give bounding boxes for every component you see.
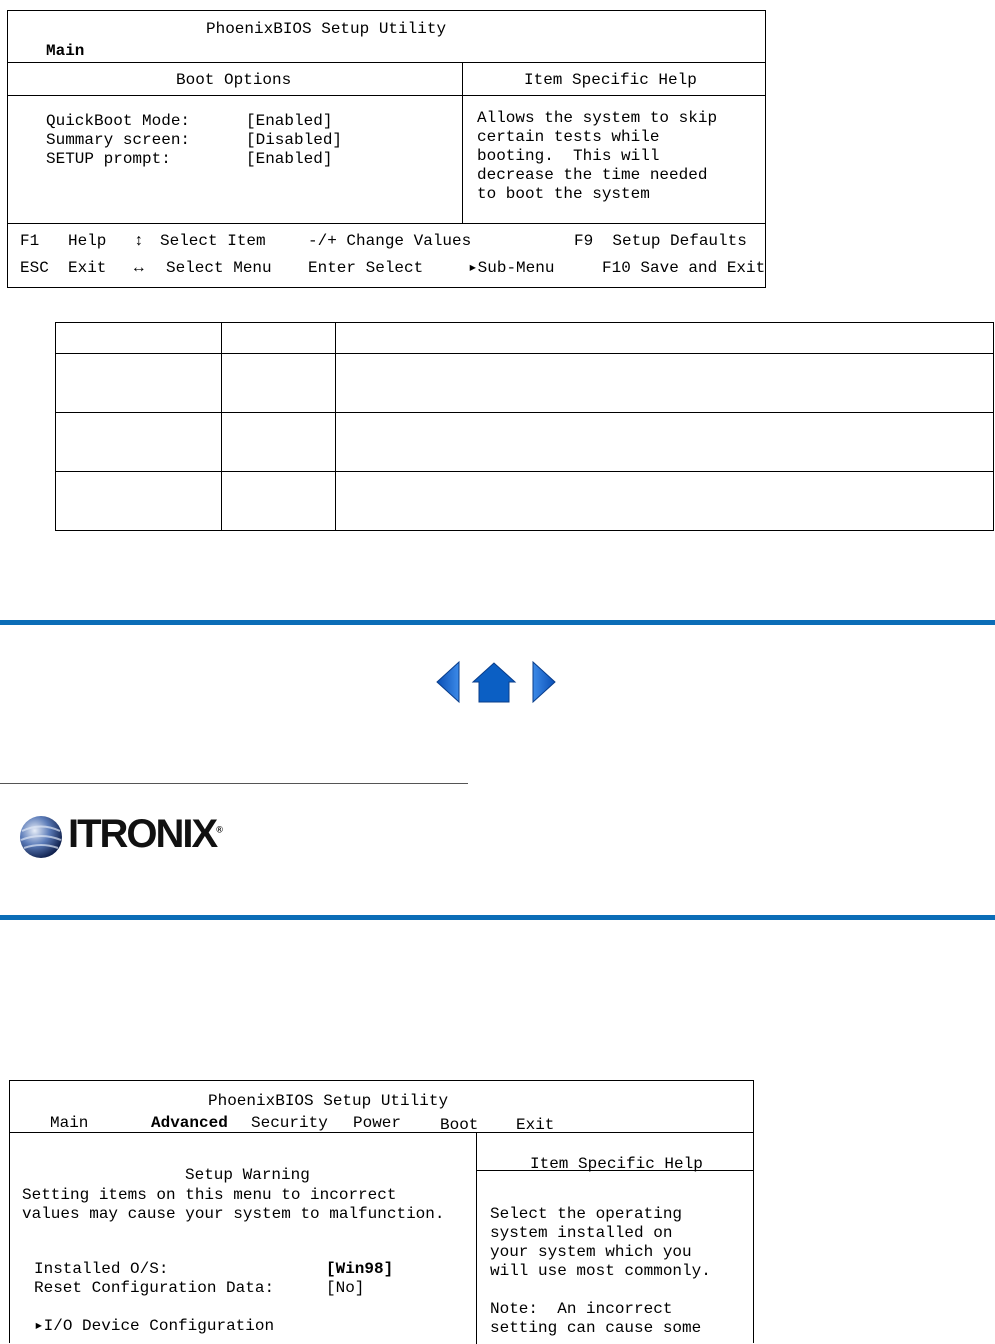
- menu-main[interactable]: Main: [46, 42, 85, 60]
- thin-divider: [0, 783, 468, 784]
- bios-title: PhoenixBIOS Setup Utility: [208, 1092, 449, 1110]
- key-select-menu: Select Menu: [166, 259, 272, 277]
- submenu-io-device[interactable]: ▸I/O Device Configuration: [34, 1317, 275, 1335]
- tab-power[interactable]: Power: [353, 1114, 402, 1132]
- key-help-label: Help: [68, 232, 107, 250]
- setup-warning-title: Setup Warning: [185, 1166, 310, 1184]
- key-f1: F1: [20, 232, 40, 250]
- setting-label-summary: Summary screen:: [46, 131, 191, 149]
- key-exit-label: Exit: [68, 259, 107, 277]
- divider-rule: [0, 620, 995, 625]
- itronix-logo: ITRONIX®: [68, 812, 221, 856]
- key-change-values: -/+ Change Values: [308, 232, 472, 250]
- warning-line: Setting items on this menu to incorrect: [22, 1186, 397, 1204]
- help-line: your system which you: [490, 1243, 692, 1261]
- help-line: will use most commonly.: [490, 1262, 711, 1280]
- setting-value-setup-prompt[interactable]: [Enabled]: [246, 150, 333, 168]
- help-line: setting can cause some: [490, 1319, 702, 1337]
- tab-main[interactable]: Main: [50, 1114, 89, 1132]
- prev-arrow-icon[interactable]: [435, 660, 461, 704]
- setting-value-summary[interactable]: [Disabled]: [246, 131, 343, 149]
- help-line: certain tests while: [477, 128, 660, 146]
- setting-label-reset-config: Reset Configuration Data:: [34, 1279, 275, 1297]
- key-select-item: Select Item: [160, 232, 266, 250]
- bios-screen-boot-options: [7, 10, 766, 288]
- setting-value-quickboot[interactable]: [Enabled]: [246, 112, 333, 130]
- tab-advanced[interactable]: Advanced: [151, 1114, 228, 1132]
- boot-options-header: Boot Options: [176, 71, 292, 89]
- setting-label-quickboot: QuickBoot Mode:: [46, 112, 191, 130]
- help-line: Select the operating: [490, 1205, 683, 1223]
- key-esc: ESC: [20, 259, 49, 277]
- help-line: to boot the system: [477, 185, 650, 203]
- bios-screen-advanced: [9, 1080, 754, 1343]
- setting-label-installed-os: Installed O/S:: [34, 1260, 169, 1278]
- key-f10-save-exit: F10 Save and Exit: [602, 259, 766, 277]
- tab-boot[interactable]: Boot: [440, 1116, 479, 1134]
- leftright-arrow-icon: ↔: [134, 259, 144, 277]
- warning-line: values may cause your system to malfunction.: [22, 1205, 445, 1223]
- nav-bar: [435, 660, 557, 704]
- item-help-header: Item Specific Help: [530, 1155, 703, 1173]
- tab-security[interactable]: Security: [251, 1114, 328, 1132]
- key-enter-select: Enter Select: [308, 259, 424, 277]
- setting-value-reset-config[interactable]: [No]: [326, 1279, 365, 1297]
- help-line: booting. This will: [477, 147, 660, 165]
- item-help-header: Item Specific Help: [524, 71, 697, 89]
- home-icon[interactable]: [471, 660, 517, 704]
- key-f9-defaults: F9 Setup Defaults: [574, 232, 747, 250]
- divider-rule: [0, 915, 995, 920]
- globe-logo-icon: [18, 814, 64, 860]
- empty-settings-table: [55, 322, 994, 531]
- setting-label-setup-prompt: SETUP prompt:: [46, 150, 171, 168]
- next-arrow-icon[interactable]: [531, 660, 557, 704]
- setting-value-installed-os[interactable]: [Win98]: [326, 1260, 394, 1278]
- updown-arrow-icon: ↕: [134, 232, 144, 250]
- tab-exit[interactable]: Exit: [516, 1116, 555, 1134]
- help-line: Allows the system to skip: [477, 109, 718, 127]
- help-line: decrease the time needed: [477, 166, 708, 184]
- key-submenu: ▸Sub-Menu: [468, 259, 555, 277]
- bios-title: PhoenixBIOS Setup Utility: [206, 20, 447, 38]
- help-line: Note: An incorrect: [490, 1300, 673, 1318]
- help-line: system installed on: [490, 1224, 673, 1242]
